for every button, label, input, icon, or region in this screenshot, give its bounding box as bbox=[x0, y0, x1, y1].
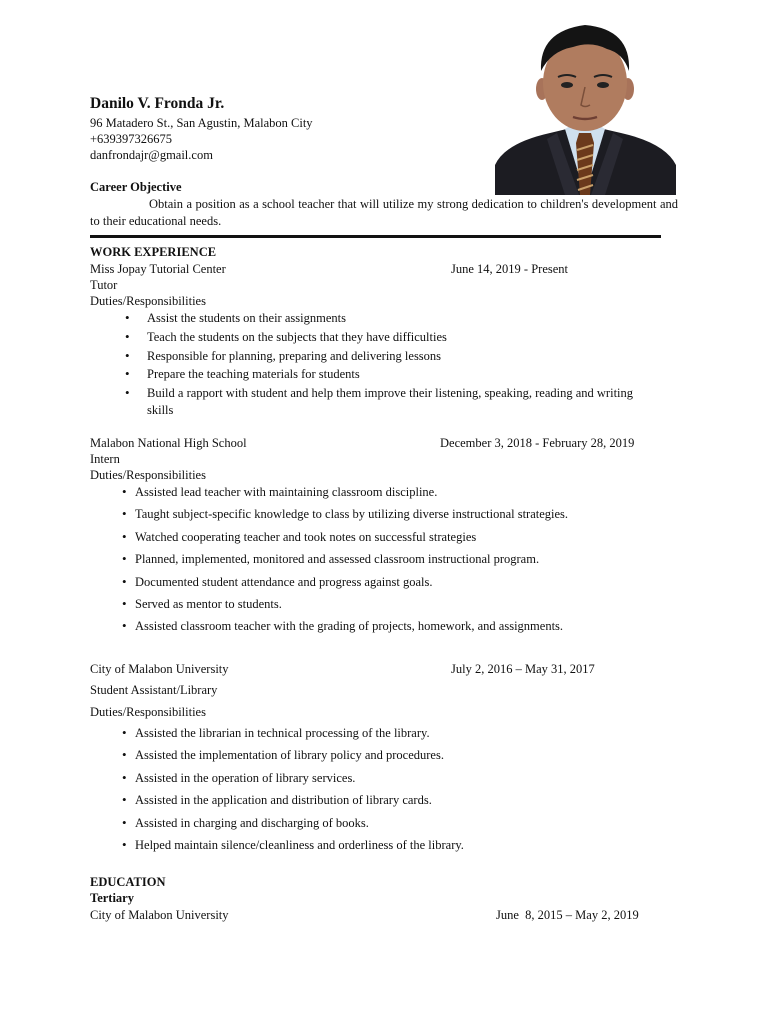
list-item: • Assisted in charging and discharging of books. bbox=[135, 815, 675, 837]
profile-photo bbox=[495, 15, 676, 195]
list-item: • Planned, implemented, monitored and assessed classroom instructional program. bbox=[135, 551, 675, 573]
job-dates: December 3, 2018 - February 28, 2019 bbox=[440, 436, 635, 450]
duties-label: Duties/Responsibilities bbox=[90, 294, 206, 308]
list-item: • Assisted the implementation of library policy and procedures. bbox=[135, 747, 675, 769]
portrait-illustration bbox=[495, 15, 676, 195]
duties-list bbox=[135, 725, 675, 859]
career-objective-heading: Career Objective bbox=[90, 180, 182, 194]
list-item: • Assisted classroom teacher with the grading of projects, homework, and assignments. bbox=[135, 618, 675, 640]
career-objective-text: Obtain a position as a school teacher that will utilize my strong dedication to children's development and to their educational needs. bbox=[90, 197, 678, 228]
applicant-name: Danilo V. Fronda Jr. bbox=[90, 95, 225, 112]
list-item: • Teach the students on the subjects that they have difficulties bbox=[147, 329, 667, 348]
list-item: • Assisted in the operation of library services. bbox=[135, 770, 675, 792]
list-item: • Assisted in the application and distribution of library cards. bbox=[135, 792, 675, 814]
job-position: Tutor bbox=[90, 278, 118, 292]
list-item: • Assisted lead teacher with maintaining classroom discipline. bbox=[135, 484, 675, 506]
job-position: Intern bbox=[90, 452, 120, 466]
duties-label: Duties/Responsibilities bbox=[90, 468, 206, 482]
list-item: • Documented student attendance and progress against goals. bbox=[135, 574, 675, 596]
work-experience-heading: WORK EXPERIENCE bbox=[90, 245, 217, 259]
list-item: • Taught subject-specific knowledge to class by utilizing diverse instructional strategies. bbox=[135, 506, 675, 528]
job-dates: June 14, 2019 - Present bbox=[451, 262, 568, 276]
list-item: • Served as mentor to students. bbox=[135, 596, 675, 618]
education-dates: June 8, 2015 – May 2, 2019 bbox=[496, 908, 639, 922]
education-level: Tertiary bbox=[90, 891, 134, 905]
list-item: • Watched cooperating teacher and took notes on successful strategies bbox=[135, 529, 675, 551]
phone-number: +639397326675 bbox=[90, 132, 173, 146]
list-item: • Helped maintain silence/cleanliness and orderliness of the library. bbox=[135, 837, 675, 859]
job-employer: Malabon National High School bbox=[90, 436, 247, 450]
list-item: • Assist the students on their assignments bbox=[147, 310, 667, 329]
list-item: • Assisted the librarian in technical processing of the library. bbox=[135, 725, 675, 747]
education-heading: EDUCATION bbox=[90, 875, 166, 889]
list-item: • Prepare the teaching materials for students bbox=[147, 366, 667, 385]
job-employer: City of Malabon University bbox=[90, 662, 229, 676]
education-school: City of Malabon University bbox=[90, 908, 229, 922]
list-item: • Build a rapport with student and help them improve their listening, speaking, reading and writing skills bbox=[147, 385, 652, 418]
duties-list bbox=[135, 484, 675, 641]
address: 96 Matadero St., San Agustin, Malabon City bbox=[90, 116, 313, 130]
section-divider bbox=[90, 235, 661, 238]
email-address: danfrondajr@gmail.com bbox=[90, 148, 213, 162]
duties-list bbox=[147, 310, 667, 418]
job-position: Student Assistant/Library bbox=[90, 683, 218, 697]
list-item: • Responsible for planning, preparing and delivering lessons bbox=[147, 348, 667, 367]
job-dates: July 2, 2016 – May 31, 2017 bbox=[451, 662, 595, 676]
job-employer: Miss Jopay Tutorial Center bbox=[90, 262, 226, 276]
duties-label: Duties/Responsibilities bbox=[90, 705, 206, 719]
